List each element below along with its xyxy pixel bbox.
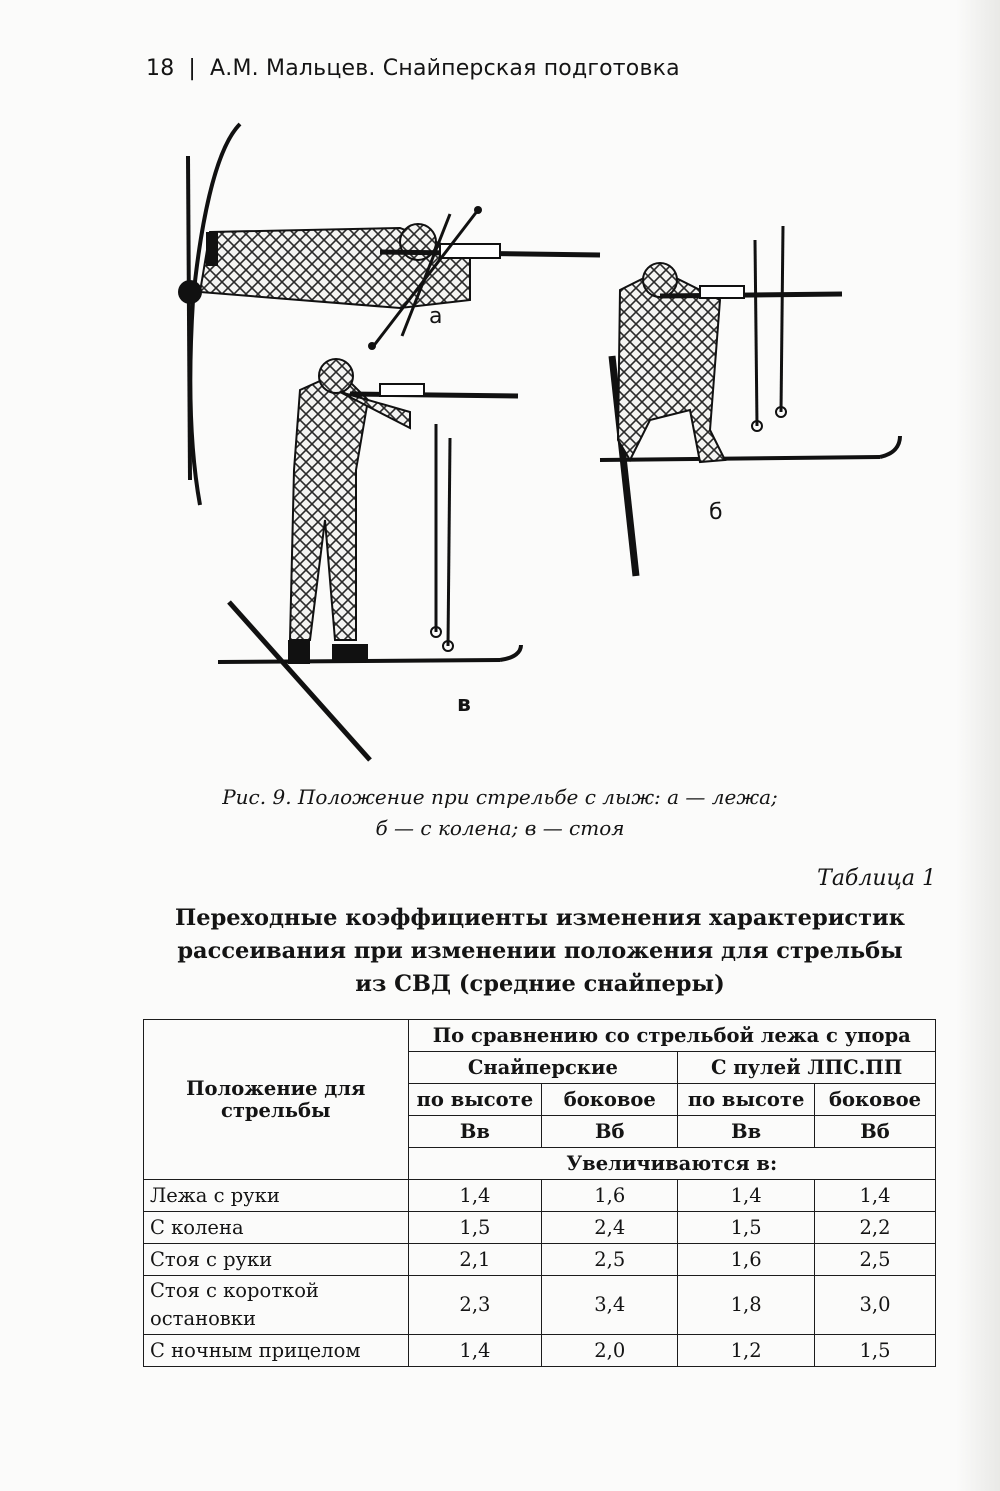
cell-value: 1,4 [678, 1180, 815, 1212]
page-edge-shadow [956, 0, 1000, 1491]
prone-shooter-drawing [178, 124, 600, 505]
label-prone: а [429, 304, 443, 329]
table-row [144, 1335, 936, 1367]
caption-line-2: б — с колена; в — стоя [375, 816, 625, 840]
standing-shooter-drawing [218, 359, 521, 760]
cell-value: 2,4 [542, 1212, 678, 1244]
cell-value: 2,1 [408, 1244, 542, 1276]
header-sym-lateral-2: Вб [815, 1116, 936, 1148]
cell-value: 2,3 [408, 1276, 542, 1335]
table-number: Таблица 1 [817, 866, 936, 891]
table-row [144, 1276, 936, 1335]
table-title-line-1: Переходные коэффициенты изменения характеристик [175, 905, 905, 931]
table-title-line-3: из СВД (средние снайперы) [355, 971, 725, 997]
table-row [144, 1244, 936, 1276]
header-increase: Увеличиваются в: [408, 1148, 936, 1180]
header-sym-height-1: Вв [408, 1116, 542, 1148]
cell-value: 1,4 [815, 1180, 936, 1212]
cell-value: 1,5 [408, 1212, 542, 1244]
header-by-height-2: по высоте [678, 1084, 815, 1116]
header-lateral-2: боковое [815, 1084, 936, 1116]
header-separator: | [188, 56, 197, 81]
row-position: Стоя с короткой остановки [144, 1276, 409, 1335]
cell-value: 3,4 [542, 1276, 678, 1335]
cell-value: 1,6 [542, 1180, 678, 1212]
cell-value: 2,5 [815, 1244, 936, 1276]
page-number: 18 [146, 56, 175, 81]
row-position: Стоя с руки [144, 1244, 409, 1276]
cell-value: 1,6 [678, 1244, 815, 1276]
row-position: С колена [144, 1212, 409, 1244]
label-standing: в [457, 692, 471, 717]
row-position: Лежа с руки [144, 1180, 409, 1212]
caption-line-1: Рис. 9. Положение при стрельбе с лыж: а — лежа; [222, 785, 778, 809]
row-position: С ночным прицелом [144, 1335, 409, 1367]
cell-value: 1,5 [815, 1335, 936, 1367]
header-group-lps: С пулей ЛПС.ПП [678, 1052, 936, 1084]
header-comparison: По сравнению со стрельбой лежа с упора [408, 1020, 936, 1052]
cell-value: 1,2 [678, 1335, 815, 1367]
running-title: А.М. Мальцев. Снайперская подготовка [210, 56, 680, 81]
cell-value: 1,8 [678, 1276, 815, 1335]
header-position: Положение для стрельбы [144, 1020, 409, 1180]
cell-value: 2,5 [542, 1244, 678, 1276]
header-sym-lateral-1: Вб [542, 1116, 678, 1148]
cell-value: 2,2 [815, 1212, 936, 1244]
header-lateral-1: боковое [542, 1084, 678, 1116]
header-group-sniper: Снайперские [408, 1052, 678, 1084]
table-row [144, 1212, 936, 1244]
cell-value: 2,0 [542, 1335, 678, 1367]
table-title-line-2: рассеивания при изменении положения для стрельбы [177, 938, 903, 964]
cell-value: 1,4 [408, 1335, 542, 1367]
header-by-height-1: по высоте [408, 1084, 542, 1116]
cell-value: 1,4 [408, 1180, 542, 1212]
table-row [144, 1180, 936, 1212]
figure-caption [150, 782, 850, 844]
cell-value: 1,5 [678, 1212, 815, 1244]
table-title [140, 902, 940, 1001]
coefficients-table [143, 1019, 936, 1367]
cell-value: 3,0 [815, 1276, 936, 1335]
kneeling-shooter-drawing [600, 226, 900, 576]
header-sym-height-2: Вв [678, 1116, 815, 1148]
label-kneeling: б [709, 500, 723, 525]
